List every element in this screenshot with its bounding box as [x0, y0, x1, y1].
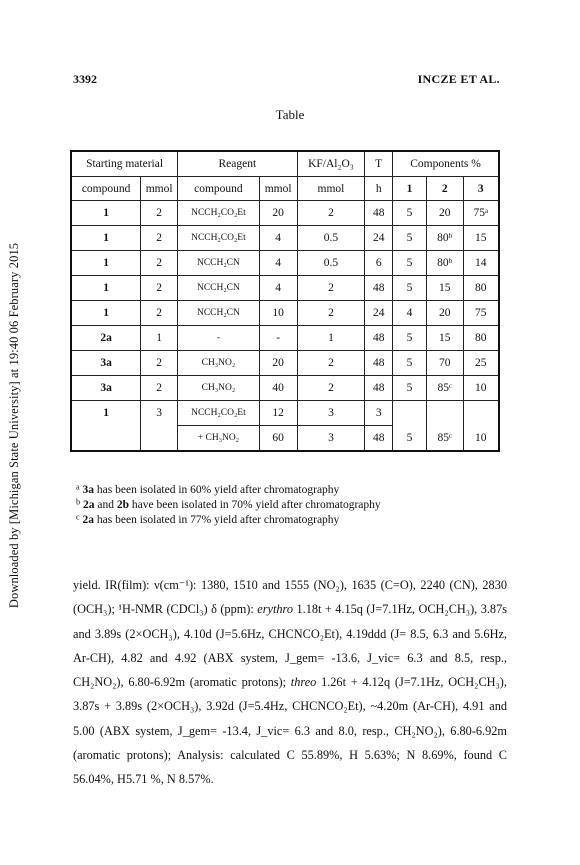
cell-starting-material [71, 426, 141, 452]
footnote-compound: 2a [83, 499, 95, 511]
cell-component-1: 4 [393, 301, 427, 326]
cell-component-2: 20 [426, 201, 463, 226]
footnote-compound: 3a [82, 484, 95, 496]
cell-reagent: CH₃NO₂ [178, 351, 260, 376]
table-body [71, 201, 499, 452]
subheader-catalyst-mmol: mmol [297, 177, 365, 201]
header-starting-material: Starting material [71, 151, 178, 177]
cell-reagent-mmol: - [259, 326, 297, 351]
footnote-compound: 2b [116, 499, 130, 511]
cell-starting-material: 2a [71, 326, 141, 351]
cell-component-1: 5 [393, 276, 427, 301]
cell-catalyst: 2 [297, 276, 365, 301]
table-row [71, 226, 499, 251]
cell-reagent-mmol: 4 [259, 251, 297, 276]
cell-reagent: NCCH₂CN [178, 251, 260, 276]
cell-component-2: 20 [426, 301, 463, 326]
cell-sm-mmol: 2 [141, 201, 178, 226]
running-head: INCZE ET AL. [417, 72, 500, 86]
cell-catalyst: 3 [297, 426, 365, 452]
footnote-mark: a [76, 482, 80, 492]
table-row [71, 276, 499, 301]
subheader-component-1: 1 [393, 177, 427, 201]
cell-time: 48 [365, 326, 393, 351]
table-row [71, 426, 499, 452]
cell-starting-material: 3a [71, 351, 141, 376]
cell-reagent: - [178, 326, 260, 351]
footnote-compound: 2a [82, 514, 95, 526]
cell-component-3: 14 [463, 251, 499, 276]
cell-component-3: 10 [463, 376, 499, 401]
table-row [71, 326, 499, 351]
cell-component-1 [393, 401, 427, 426]
cell-reagent-mmol: 40 [259, 376, 297, 401]
cell-component-3: 80 [463, 326, 499, 351]
cell-starting-material: 1 [71, 251, 141, 276]
table-row [71, 301, 499, 326]
cell-sm-mmol: 2 [141, 376, 178, 401]
cell-starting-material: 1 [71, 401, 141, 426]
cell-sm-mmol [141, 426, 178, 452]
table-row [71, 251, 499, 276]
cell-catalyst: 2 [297, 301, 365, 326]
cell-reagent-mmol: 60 [259, 426, 297, 452]
cell-sm-mmol: 2 [141, 276, 178, 301]
isomer-label: threo [290, 675, 317, 690]
cell-component-1: 5 [393, 326, 427, 351]
cell-component-3: 75ᵃ [463, 201, 499, 226]
cell-reagent-mmol: 20 [259, 201, 297, 226]
cell-starting-material: 1 [71, 226, 141, 251]
experimental-paragraph [73, 573, 507, 792]
cell-time: 48 [365, 276, 393, 301]
table-title: Table [275, 107, 305, 122]
cell-reagent: NCCH₂CN [178, 276, 260, 301]
cell-component-2: 80ᵇ [426, 251, 463, 276]
cell-reagent: NCCH₂CO₂Et [178, 401, 260, 426]
cell-catalyst: 0.5 [297, 251, 365, 276]
cell-component-1: 5 [393, 351, 427, 376]
cell-component-2 [426, 401, 463, 426]
cell-component-1: 5 [393, 201, 427, 226]
cell-time: 48 [365, 201, 393, 226]
cell-catalyst: 3 [297, 401, 365, 426]
paragraph-segment: 1.18t + 4.15q (J=7.1Hz, OCH₂CH₃), 3.87s and 3.89s (2×OCH₃), 4.10d (J=5.6Hz, CHCNCO₂Et), 4.19ddd (J= 8.5, 6.3 and 5.6Hz, Ar-CH), 4.82 and 4.92 (ABX system, J_gem= -13.6, J_vic= 6.3 and 8.5, resp., CH₂NO₂), 6.80-6.92m (aromatic protons); [73, 602, 508, 690]
footnote-a [76, 483, 381, 498]
cell-reagent: NCCH₂CO₂Et [178, 201, 260, 226]
cell-component-2: 70 [426, 351, 463, 376]
cell-catalyst: 2 [297, 376, 365, 401]
cell-sm-mmol: 2 [141, 351, 178, 376]
footnote-b [76, 498, 381, 513]
cell-component-2: 85ᶜ [426, 426, 463, 452]
cell-reagent: NCCH₂CN [178, 301, 260, 326]
cell-starting-material: 1 [71, 301, 141, 326]
results-table [70, 150, 500, 452]
cell-catalyst: 2 [297, 351, 365, 376]
subheader-component-2: 2 [426, 177, 463, 201]
cell-catalyst: 0.5 [297, 226, 365, 251]
cell-component-3: 75 [463, 301, 499, 326]
cell-time: 48 [365, 426, 393, 452]
subheader-reagent-mmol: mmol [259, 177, 297, 201]
cell-component-2: 15 [426, 326, 463, 351]
cell-starting-material: 3a [71, 376, 141, 401]
cell-component-1: 5 [393, 376, 427, 401]
cell-catalyst: 1 [297, 326, 365, 351]
cell-reagent-mmol: 12 [259, 401, 297, 426]
table-group-header-row [71, 151, 499, 177]
cell-sm-mmol: 2 [141, 251, 178, 276]
footnote-text: and [94, 499, 117, 511]
cell-component-1: 5 [393, 251, 427, 276]
cell-reagent-mmol: 20 [259, 351, 297, 376]
cell-component-3: 10 [463, 426, 499, 452]
isomer-label: erythro [257, 602, 294, 617]
footnote-c [76, 513, 381, 528]
cell-time: 48 [365, 351, 393, 376]
table-row [71, 201, 499, 226]
footnote-text: have been isolated in 70% yield after chromatography [129, 499, 381, 511]
cell-sm-mmol: 2 [141, 301, 178, 326]
cell-reagent-mmol: 10 [259, 301, 297, 326]
table-sub-header-row [71, 177, 499, 201]
cell-sm-mmol: 1 [141, 326, 178, 351]
cell-time: 24 [365, 301, 393, 326]
cell-catalyst: 2 [297, 201, 365, 226]
subheader-component-3: 3 [463, 177, 499, 201]
cell-starting-material: 1 [71, 276, 141, 301]
paragraph-segment: yield. IR(film): ν(cm⁻¹): 1380, 1510 and 1555 (NO₂), 1635 (C=O), 2240 (CN), 2830 (OCH₃); ¹H-NMR (CDCl₃) δ (ppm): [73, 578, 507, 617]
subheader-time-unit: h [365, 177, 393, 201]
paragraph-text [73, 573, 507, 792]
cell-component-3: 80 [463, 276, 499, 301]
footnote-mark: c [76, 512, 80, 522]
header-components: Components % [393, 151, 499, 177]
cell-component-3: 15 [463, 226, 499, 251]
cell-time: 6 [365, 251, 393, 276]
table-row [71, 351, 499, 376]
cell-reagent: CH₃NO₂ [178, 376, 260, 401]
cell-time: 48 [365, 376, 393, 401]
cell-time: 3 [365, 401, 393, 426]
cell-reagent-mmol: 4 [259, 276, 297, 301]
footnote-mark: b [76, 497, 81, 507]
cell-component-2: 85ᶜ [426, 376, 463, 401]
cell-component-1: 5 [393, 426, 427, 452]
download-watermark-text: Downloaded by [Michigan State University] at 19:40 06 February 2015 [7, 242, 22, 608]
header-catalyst: KF/Al₂O₃ [297, 151, 365, 177]
cell-reagent: NCCH₂CO₂Et [178, 226, 260, 251]
cell-component-3 [463, 401, 499, 426]
cell-sm-mmol: 2 [141, 226, 178, 251]
header-reagent: Reagent [178, 151, 298, 177]
table-row [71, 401, 499, 426]
cell-time: 24 [365, 226, 393, 251]
table-footnotes [76, 483, 381, 528]
cell-component-3: 25 [463, 351, 499, 376]
cell-starting-material: 1 [71, 201, 141, 226]
footnote-text: has been isolated in 60% yield after chromatography [94, 484, 340, 496]
cell-component-2: 15 [426, 276, 463, 301]
subheader-sm-mmol: mmol [141, 177, 178, 201]
cell-reagent-mmol: 4 [259, 226, 297, 251]
header-time: T [365, 151, 393, 177]
paragraph-segment: 1.26t + 4.12q (J=7.1Hz, OCH₂CH₃), 3.87s + 3.89s (2×OCH₃), 3.92d (J=5.4Hz, CHCNCO₂Et), ~4.20m (Ar-CH), 4.91 and 5.00 (ABX system, J_gem= -13.4, J_vic= 6.3 and 8.0, resp., CH₂NO₂), 6.80-6.92m (aromatic protons); Analysis: calculated C 55.89%, H 5.63%; N 8.69%, found C 56.04%, H5.71 %, N 8.57%. [73, 675, 507, 787]
subheader-reagent-compound: compound [178, 177, 260, 201]
subheader-sm-compound: compound [71, 177, 141, 201]
cell-component-1: 5 [393, 226, 427, 251]
cell-sm-mmol: 3 [141, 401, 178, 426]
table-row [71, 376, 499, 401]
footnote-text: has been isolated in 77% yield after chromatography [94, 514, 340, 526]
page-number: 3392 [73, 72, 97, 86]
cell-reagent: + CH₃NO₂ [178, 426, 260, 452]
download-watermark [4, 215, 26, 635]
cell-component-2: 80ᵇ [426, 226, 463, 251]
